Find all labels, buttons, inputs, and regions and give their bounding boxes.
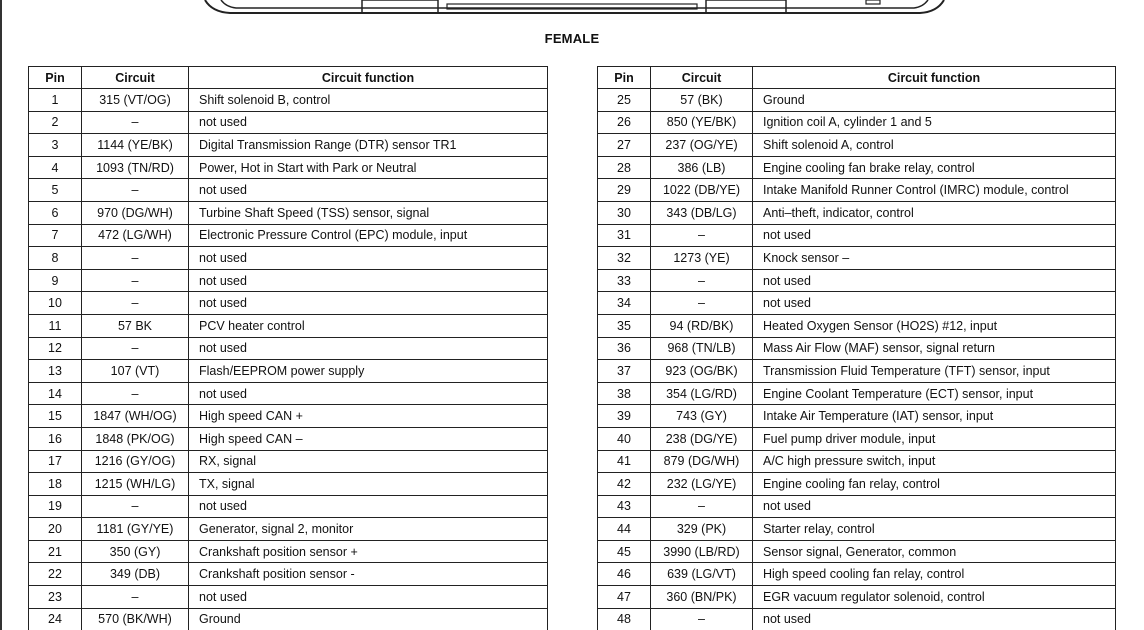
table-row [598,247,1116,270]
table-row [29,405,548,428]
circuit-cell: 107 (VT) [82,360,189,383]
circuit-cell: 472 (LG/WH) [82,224,189,247]
pin-cell: 37 [598,360,651,383]
circuit-cell: 1093 (TN/RD) [82,156,189,179]
table-row [29,201,548,224]
circuit-cell: – [651,292,753,315]
pin-cell: 28 [598,156,651,179]
function-cell: Flash/EEPROM power supply [189,360,548,383]
table-row [598,179,1116,202]
circuit-cell: 94 (RD/BK) [651,314,753,337]
circuit-cell: 343 (DB/LG) [651,201,753,224]
pin-cell: 1 [29,89,82,112]
table-row [29,314,548,337]
pin-cell: 3 [29,134,82,157]
circuit-cell: – [651,608,753,630]
function-cell: not used [189,292,548,315]
table-row [29,111,548,134]
circuit-cell: 57 BK [82,314,189,337]
pin-cell: 42 [598,473,651,496]
pin-cell: 11 [29,314,82,337]
function-cell: Engine cooling fan relay, control [753,473,1116,496]
pin-cell: 43 [598,495,651,518]
table-row [29,337,548,360]
table-row [598,427,1116,450]
table-row [29,292,548,315]
circuit-cell: 1848 (PK/OG) [82,427,189,450]
pin-cell: 44 [598,518,651,541]
pin-cell: 21 [29,540,82,563]
function-cell: Crankshaft position sensor - [189,563,548,586]
pin-column-header: Pin [29,67,82,89]
circuit-cell: – [82,247,189,270]
function-cell: Ignition coil A, cylinder 1 and 5 [753,111,1116,134]
function-cell: not used [189,337,548,360]
table-row [598,382,1116,405]
table-row [598,224,1116,247]
circuit-cell: 850 (YE/BK) [651,111,753,134]
table-row [29,247,548,270]
pin-cell: 14 [29,382,82,405]
function-cell: not used [753,224,1116,247]
circuit-cell: – [82,111,189,134]
function-cell: Ground [189,608,548,630]
circuit-column-header: Circuit [651,67,753,89]
table-row [598,540,1116,563]
pin-cell: 4 [29,156,82,179]
circuit-cell: 349 (DB) [82,563,189,586]
function-cell: TX, signal [189,473,548,496]
table-header-row [29,67,548,89]
table-row [29,89,548,112]
table-row [598,134,1116,157]
pin-cell: 16 [29,427,82,450]
circuit-cell: 1181 (GY/YE) [82,518,189,541]
function-cell: Anti–theft, indicator, control [753,201,1116,224]
circuit-cell: 232 (LG/YE) [651,473,753,496]
table-row [29,608,548,630]
pin-cell: 6 [29,201,82,224]
table-row [598,337,1116,360]
circuit-cell: 879 (DG/WH) [651,450,753,473]
circuit-cell: 1215 (WH/LG) [82,473,189,496]
function-cell: Knock sensor – [753,247,1116,270]
function-cell: Electronic Pressure Control (EPC) module, input [189,224,548,247]
circuit-cell: – [82,495,189,518]
pin-cell: 24 [29,608,82,630]
function-cell: Intake Manifold Runner Control (IMRC) module, control [753,179,1116,202]
circuit-cell: – [82,179,189,202]
pin-cell: 10 [29,292,82,315]
circuit-cell: – [82,586,189,609]
function-cell: not used [753,495,1116,518]
table-header-row [598,67,1116,89]
pin-cell: 2 [29,111,82,134]
table-row [29,473,548,496]
table-row [29,224,548,247]
pin-cell: 27 [598,134,651,157]
circuit-cell: 237 (OG/YE) [651,134,753,157]
function-cell: not used [189,495,548,518]
table-row [598,518,1116,541]
function-cell: Transmission Fluid Temperature (TFT) sensor, input [753,360,1116,383]
circuit-cell: 350 (GY) [82,540,189,563]
function-cell: Ground [753,89,1116,112]
function-cell: Intake Air Temperature (IAT) sensor, input [753,405,1116,428]
connector-side-heading: FEMALE [544,31,600,46]
pin-column-header: Pin [598,67,651,89]
table-row [598,586,1116,609]
pin-cell: 39 [598,405,651,428]
function-cell: not used [189,247,548,270]
pin-cell: 47 [598,586,651,609]
circuit-cell: 360 (BN/PK) [651,586,753,609]
function-cell: Shift solenoid A, control [753,134,1116,157]
table-row [29,269,548,292]
pin-cell: 5 [29,179,82,202]
table-row [29,518,548,541]
function-cell: Digital Transmission Range (DTR) sensor TR1 [189,134,548,157]
function-cell: Starter relay, control [753,518,1116,541]
pin-cell: 12 [29,337,82,360]
pin-cell: 20 [29,518,82,541]
circuit-cell: 570 (BK/WH) [82,608,189,630]
table-row [29,156,548,179]
pin-table-left [28,66,548,630]
pin-cell: 17 [29,450,82,473]
pin-cell: 36 [598,337,651,360]
table-row [29,586,548,609]
pin-cell: 15 [29,405,82,428]
pin-cell: 33 [598,269,651,292]
circuit-cell: 315 (VT/OG) [82,89,189,112]
circuit-cell: 386 (LB) [651,156,753,179]
function-cell: not used [753,269,1116,292]
pin-cell: 48 [598,608,651,630]
pin-cell: 46 [598,563,651,586]
connector-outline-drawing [0,0,1144,20]
circuit-column-header: Circuit [82,67,189,89]
function-cell: not used [189,269,548,292]
pin-cell: 25 [598,89,651,112]
circuit-cell: 968 (TN/LB) [651,337,753,360]
function-cell: not used [189,586,548,609]
pin-cell: 18 [29,473,82,496]
pin-cell: 31 [598,224,651,247]
circuit-cell: 743 (GY) [651,405,753,428]
circuit-cell: 329 (PK) [651,518,753,541]
pin-cell: 13 [29,360,82,383]
circuit-cell: – [651,495,753,518]
table-row [598,156,1116,179]
function-cell: not used [753,292,1116,315]
function-cell: High speed CAN + [189,405,548,428]
table-row [29,495,548,518]
table-row [598,405,1116,428]
table-row [598,111,1116,134]
function-cell: Shift solenoid B, control [189,89,548,112]
pin-cell: 32 [598,247,651,270]
function-cell: Power, Hot in Start with Park or Neutral [189,156,548,179]
function-cell: not used [189,179,548,202]
function-cell: Engine Coolant Temperature (ECT) sensor, input [753,382,1116,405]
pin-cell: 22 [29,563,82,586]
table-row [29,179,548,202]
function-column-header: Circuit function [189,67,548,89]
page-left-border [0,0,2,630]
pin-cell: 45 [598,540,651,563]
circuit-cell: – [82,292,189,315]
function-cell: Generator, signal 2, monitor [189,518,548,541]
circuit-cell: 923 (OG/BK) [651,360,753,383]
function-cell: Heated Oxygen Sensor (HO2S) #12, input [753,314,1116,337]
table-row [29,382,548,405]
table-row [598,608,1116,630]
table-row [598,473,1116,496]
table-row [29,540,548,563]
pin-cell: 19 [29,495,82,518]
function-cell: Turbine Shaft Speed (TSS) sensor, signal [189,201,548,224]
circuit-cell: 639 (LG/VT) [651,563,753,586]
pin-cell: 35 [598,314,651,337]
pin-cell: 9 [29,269,82,292]
function-cell: RX, signal [189,450,548,473]
function-cell: not used [189,111,548,134]
pin-cell: 30 [598,201,651,224]
function-cell: not used [753,608,1116,630]
circuit-cell: – [82,382,189,405]
circuit-cell: 1022 (DB/YE) [651,179,753,202]
table-row [29,134,548,157]
circuit-cell: 238 (DG/YE) [651,427,753,450]
pin-cell: 29 [598,179,651,202]
pin-cell: 23 [29,586,82,609]
pin-cell: 41 [598,450,651,473]
function-cell: Sensor signal, Generator, common [753,540,1116,563]
circuit-cell: 1847 (WH/OG) [82,405,189,428]
pin-table-right [597,66,1116,630]
table-row [598,450,1116,473]
table-row [598,495,1116,518]
table-row [29,360,548,383]
function-cell: A/C high pressure switch, input [753,450,1116,473]
pin-cell: 38 [598,382,651,405]
table-row [598,314,1116,337]
function-cell: High speed CAN – [189,427,548,450]
pin-cell: 7 [29,224,82,247]
pin-cell: 8 [29,247,82,270]
circuit-cell: 3990 (LB/RD) [651,540,753,563]
table-row [598,201,1116,224]
pin-cell: 26 [598,111,651,134]
table-row [598,269,1116,292]
circuit-cell: 970 (DG/WH) [82,201,189,224]
table-row [29,563,548,586]
circuit-cell: – [82,337,189,360]
function-cell: PCV heater control [189,314,548,337]
function-cell: not used [189,382,548,405]
circuit-cell: – [651,269,753,292]
circuit-cell: 1273 (YE) [651,247,753,270]
circuit-cell: 1144 (YE/BK) [82,134,189,157]
table-row [29,450,548,473]
function-cell: Engine cooling fan brake relay, control [753,156,1116,179]
circuit-cell: – [651,224,753,247]
circuit-cell: 57 (BK) [651,89,753,112]
table-row [598,563,1116,586]
circuit-cell: 1216 (GY/OG) [82,450,189,473]
table-row [598,360,1116,383]
table-row [29,427,548,450]
function-cell: Fuel pump driver module, input [753,427,1116,450]
pin-cell: 34 [598,292,651,315]
circuit-cell: – [82,269,189,292]
circuit-cell: 354 (LG/RD) [651,382,753,405]
table-row [598,89,1116,112]
function-cell: Crankshaft position sensor + [189,540,548,563]
pin-cell: 40 [598,427,651,450]
table-row [598,292,1116,315]
function-cell: High speed cooling fan relay, control [753,563,1116,586]
function-cell: Mass Air Flow (MAF) sensor, signal return [753,337,1116,360]
function-column-header: Circuit function [753,67,1116,89]
function-cell: EGR vacuum regulator solenoid, control [753,586,1116,609]
